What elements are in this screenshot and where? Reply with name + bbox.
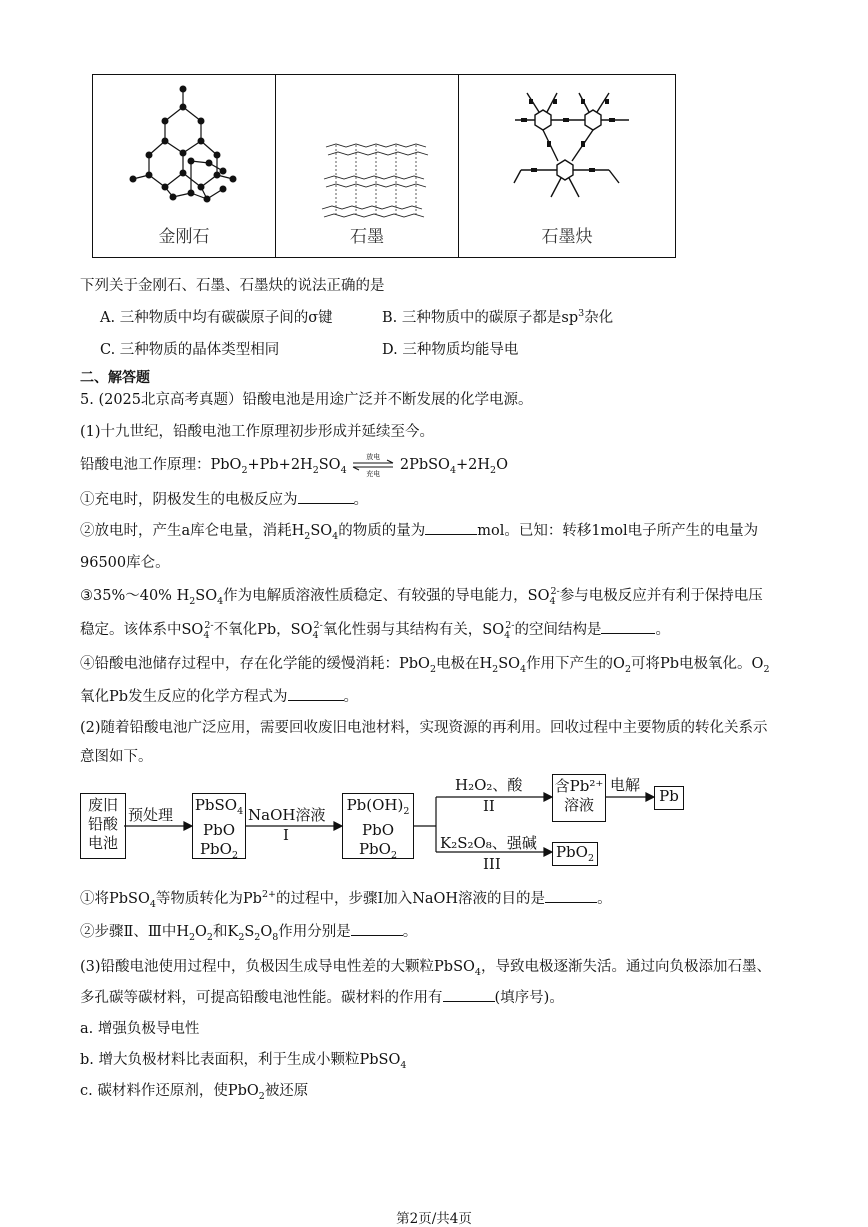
pretreatment-label: 预处理 bbox=[128, 806, 174, 824]
q5-sub3-cont: 稳定。该体系中$SO_4^{2-}$不氧化Pb，$SO_4^{2-}$氧化性弱与其结构有关，$SO_4^{2-}$的空间结构是 。 bbox=[80, 620, 670, 641]
q4-option-a: A. 三种物质中均有碳碳原子间的σ键 bbox=[100, 310, 333, 326]
q5-flow-sub1: ①将PbSO$_4$等物质转化为$Pb^{2+}$的过程中，步骤I加入NaOH溶液的目的是 。 bbox=[80, 889, 612, 910]
reaction-principle: 铅酸电池工作原理：$PbO_2+Pb+2H_2SO_4$ 放电 充电 $2PbSO_4+2H_2O$ bbox=[80, 453, 508, 478]
answer-blank[interactable] bbox=[443, 987, 495, 1003]
q5-sub4-cont: 氧化Pb发生反应的化学方程式为 。 bbox=[80, 685, 358, 706]
q5-sub1: ①充电时，阴极发生的电极反应为 。 bbox=[80, 488, 368, 509]
q5-part2-cont: 意图如下。 bbox=[80, 749, 153, 765]
q5-intro: 5. (2025北京高考真题）铅酸电池是用途广泛并不断发展的化学电源。 bbox=[80, 392, 533, 408]
page-footer: 第2页/共4页 bbox=[396, 1211, 472, 1227]
waste-battery-box: 废旧 铅酸 电池 bbox=[80, 793, 126, 859]
h2o2-acid-label: H₂O₂、酸 bbox=[455, 776, 523, 794]
answer-blank[interactable] bbox=[351, 921, 403, 937]
q5-sub4: ④铅酸电池储存过程中，存在化学能的缓慢消耗：PbO$_2$电极在$H_2SO_4$作用下产生的$O_2$可将Pb电极氧化。$O_2$ bbox=[80, 656, 770, 675]
q5-sub2: ②放电时，产生a库仑电量，消耗$H_2SO_4$的物质的量为 mol。已知：转移1mol电子所产生的电量为 bbox=[80, 519, 758, 542]
graphdiyne-caption: 石墨炔 bbox=[541, 227, 593, 247]
q4-option-d: D. 三种物质均能导电 bbox=[382, 342, 519, 358]
section-heading: 二、解答题 bbox=[80, 370, 150, 386]
answer-blank[interactable] bbox=[545, 888, 597, 904]
q5-part3-cont: 多孔碳等碳材料，可提高铅酸电池性能。碳材料的作用有 (填序号)。 bbox=[80, 986, 564, 1007]
q4-option-b: B. 三种物质中的碳原子都是$sp^3$杂化 bbox=[382, 308, 614, 326]
diamond-caption: 金刚石 bbox=[158, 227, 210, 247]
q5-sub3: ③35%～40% $H_2SO_4$作为电解质溶液性质稳定、有较强的导电能力，$SO_4^{2-}$参与电极反应并有利于保持电压 bbox=[80, 586, 763, 607]
q4-option-c: C. 三种物质的晶体类型相同 bbox=[100, 342, 280, 358]
step-1-label: I bbox=[283, 826, 289, 844]
pboh2-box: $Pb(OH)_2$ PbO PbO$_2$ bbox=[342, 793, 414, 859]
q5-part1: (1)十九世纪，铅酸电池工作原理初步形成并延续至今。 bbox=[80, 424, 435, 440]
q5-option-b: b. 增大负极材料比表面积，利于生成小颗粒PbSO$_4$ bbox=[80, 1052, 407, 1071]
naoh-label: NaOH溶液 bbox=[248, 806, 326, 824]
q5-option-c: c. 碳材料作还原剂，使PbO$_2$被还原 bbox=[80, 1083, 309, 1102]
pbso4-box: PbSO$_4$ PbO PbO$_2$ bbox=[192, 793, 246, 859]
arrow-charge-label: 充电 bbox=[366, 470, 381, 478]
arrow-discharge-label: 放电 bbox=[366, 453, 381, 461]
step-2-label: II bbox=[483, 797, 495, 815]
pb2-solution-box: 含Pb²⁺ 溶液 bbox=[552, 774, 606, 822]
k2s2o8-label: K₂S₂O₈、强碱 bbox=[440, 834, 537, 852]
pbo2-product-box: PbO$_2$ bbox=[552, 842, 598, 866]
graphite-caption: 石墨 bbox=[350, 227, 384, 247]
q5-part2: (2)随着铅酸电池广泛应用，需要回收废旧电池材料，实现资源的再利用。回收过程中主要物质的转化关系示 bbox=[80, 720, 768, 736]
q4-stem: 下列关于金刚石、石墨、石墨炔的说法正确的是 bbox=[80, 278, 385, 294]
electrolysis-label: 电解 bbox=[610, 776, 641, 794]
q5-flow-sub2: ②步骤Ⅱ、Ⅲ中$H_2O_2$和$K_2S_2O_8$作用分别是 。 bbox=[80, 920, 417, 943]
pb-product-box: Pb bbox=[654, 786, 684, 810]
q5-sub2-cont: 96500库仑。 bbox=[80, 555, 170, 571]
q5-option-a: a. 增强负极导电性 bbox=[80, 1021, 200, 1037]
q5-part3: (3)铅酸电池使用过程中，负极因生成导电性差的大颗粒PbSO$_4$，导致电极逐渐失活。通过向负极添加石墨、 bbox=[80, 959, 771, 978]
step-3-label: III bbox=[483, 855, 501, 873]
